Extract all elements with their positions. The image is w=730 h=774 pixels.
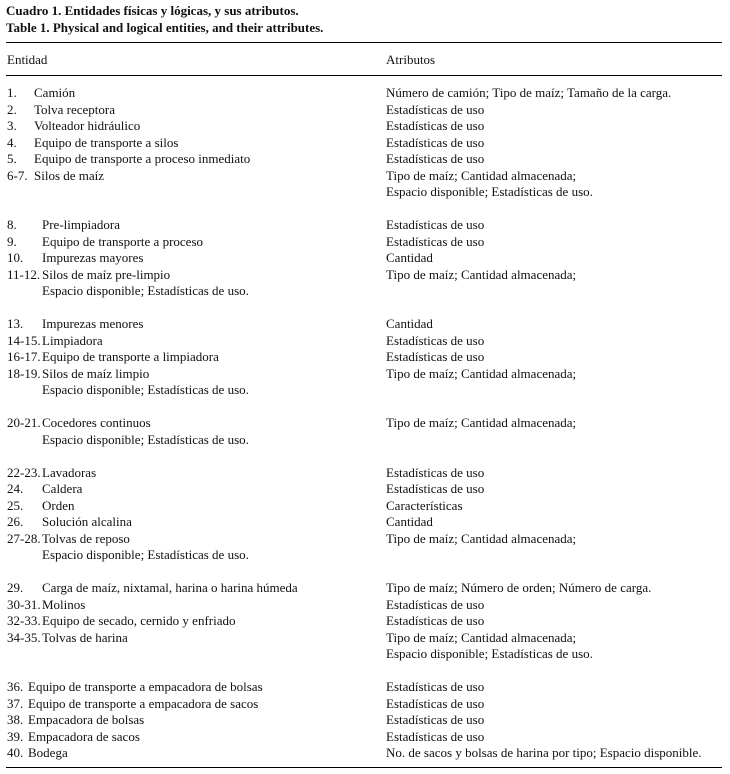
entity-name: Bodega (28, 745, 68, 760)
entity-name: Lavadoras (42, 464, 97, 480)
entity-attributes: Estadísticas de uso (386, 217, 485, 232)
table-row (0, 547, 730, 564)
entity-attributes: Estadísticas de uso (386, 679, 485, 694)
row-number: 3. (7, 118, 17, 133)
table-row (0, 349, 730, 366)
group-spacer (0, 448, 730, 465)
entity-name: Limpiadora (42, 332, 103, 348)
entity-name: Tolva receptora (34, 101, 116, 117)
entity-attributes: Espacio disponible; Estadísticas de uso. (386, 184, 593, 199)
table-row (0, 597, 730, 614)
table-row (0, 696, 730, 713)
row-number: 4. (7, 134, 17, 150)
row-number: 22-23. (7, 464, 41, 480)
table-row (0, 613, 730, 630)
entity-name: Impurezas menores (42, 316, 144, 331)
table-row (0, 465, 730, 482)
table-row (0, 118, 730, 135)
row-number: 40. (7, 745, 24, 760)
table-row (0, 580, 730, 597)
entity-attributes: Estadísticas de uso (386, 134, 485, 150)
entity-attributes: Tipo de maíz; Cantidad almacenada; (386, 415, 577, 430)
entity-attributes: Tipo de maíz; Cantidad almacenada; (386, 167, 577, 183)
entity-attributes: Estadísticas de uso (386, 596, 485, 612)
table-row (0, 366, 730, 383)
row-number: 18-19. (7, 365, 41, 381)
entity-name: Espacio disponible; Estadísticas de uso. (42, 431, 249, 447)
row-number: 8. (7, 217, 17, 232)
group-spacer (0, 300, 730, 317)
table-row (0, 646, 730, 663)
table-row (0, 382, 730, 399)
row-number: 26. (7, 514, 24, 529)
table-row (0, 135, 730, 152)
entity-name: Caldera (42, 481, 83, 496)
entity-name: Empacadora de sacos (28, 728, 140, 744)
entity-name: Equipo de transporte a proceso inmediato (34, 151, 251, 166)
table-row (0, 217, 730, 234)
bottom-rule (6, 767, 722, 768)
row-number: 37. (7, 695, 24, 711)
header-rule (6, 75, 722, 76)
row-number: 25. (7, 497, 24, 513)
group-spacer (0, 564, 730, 581)
caption-spanish: Cuadro 1. Entidades físicas y lógicas, y sus atributos. (6, 3, 299, 18)
entity-attributes: Estadísticas de uso (386, 151, 485, 166)
entity-name: Equipo de transporte a silos (34, 134, 179, 150)
caption-english: Table 1. Physical and logical entities, and their attributes. (6, 20, 324, 35)
entity-name: Espacio disponible; Estadísticas de uso. (42, 382, 249, 397)
entity-name: Camión (34, 85, 76, 100)
entity-name: Pre-limpiadora (42, 217, 120, 232)
row-number: 10. (7, 250, 24, 265)
row-number: 32-33. (7, 613, 41, 628)
entity-attributes: Estadísticas de uso (386, 481, 485, 496)
table-row (0, 679, 730, 696)
entity-attributes: Estadísticas de uso (386, 118, 485, 133)
table-row (0, 712, 730, 729)
row-number: 16-17. (7, 349, 41, 364)
entity-name: Volteador hidráulico (34, 118, 141, 133)
table-row (0, 234, 730, 251)
entity-attributes: Tipo de maíz; Cantidad almacenada; (386, 365, 577, 381)
header-attributes: Atributos (386, 52, 436, 67)
entity-attributes: Estadísticas de uso (386, 101, 485, 117)
row-number: 1. (7, 85, 17, 100)
entity-name: Carga de maíz, nixtamal, harina o harina húmeda (42, 580, 298, 595)
group-spacer (0, 201, 730, 218)
entity-name: Tolvas de harina (42, 629, 128, 645)
row-number: 29. (7, 580, 24, 595)
entity-attributes: Espacio disponible; Estadísticas de uso. (386, 646, 593, 661)
row-number: 11-12. (7, 266, 41, 282)
entity-name: Equipo de transporte a limpiadora (42, 349, 219, 364)
table-row (0, 184, 730, 201)
row-number: 20-21. (7, 415, 41, 430)
entity-name: Equipo de secado, cernido y enfriado (42, 613, 236, 628)
entity-attributes: Estadísticas de uso (386, 349, 485, 364)
entity-attributes: Tipo de maíz; Número de orden; Número de carga. (386, 580, 652, 595)
entity-name: Silos de maíz (34, 167, 105, 183)
entity-attributes: Número de camión; Tipo de maíz; Tamaño de la carga. (386, 85, 672, 100)
table-row (0, 267, 730, 284)
entity-name: Impurezas mayores (42, 250, 144, 265)
entity-attributes: No. de sacos y bolsas de harina por tipo; Espacio disponible. (386, 745, 702, 760)
table-row (0, 283, 730, 300)
row-number: 27-28. (7, 530, 41, 546)
top-rule (6, 42, 722, 43)
row-number: 14-15. (7, 332, 41, 348)
entity-name: Solución alcalina (42, 514, 132, 529)
table-row (0, 432, 730, 449)
entity-name: Espacio disponible; Estadísticas de uso. (42, 547, 249, 562)
row-number: 38. (7, 712, 24, 727)
row-number: 6-7. (7, 167, 28, 183)
entity-attributes: Estadísticas de uso (386, 728, 485, 744)
header-entity: Entidad (7, 52, 48, 67)
entity-attributes: Estadísticas de uso (386, 695, 485, 711)
entity-attributes: Cantidad (386, 514, 433, 529)
entity-attributes: Estadísticas de uso (386, 332, 485, 348)
table-row (0, 498, 730, 515)
entity-name: Orden (42, 497, 75, 513)
row-number: 30-31. (7, 596, 41, 612)
table-row (0, 531, 730, 548)
entity-attributes: Cantidad (386, 250, 433, 265)
row-number: 24. (7, 481, 24, 496)
table-row (0, 415, 730, 432)
table-row (0, 481, 730, 498)
table-row (0, 729, 730, 746)
entity-name: Molinos (42, 596, 86, 612)
entity-name: Silos de maíz pre-limpio (42, 266, 171, 282)
entity-attributes: Tipo de maíz; Cantidad almacenada; (386, 530, 577, 546)
entity-name: Equipo de transporte a empacadora de bolsas (28, 679, 263, 694)
table-row (0, 168, 730, 185)
row-number: 9. (7, 233, 17, 249)
row-number: 5. (7, 151, 17, 166)
group-spacer (0, 663, 730, 680)
group-spacer (0, 399, 730, 416)
table-row (0, 151, 730, 168)
table-row (0, 333, 730, 350)
table-row (0, 745, 730, 762)
entity-name: Cocedores continuos (42, 415, 151, 430)
entity-name: Tolvas de reposo (42, 530, 130, 546)
entity-name: Espacio disponible; Estadísticas de uso. (42, 283, 249, 298)
row-number: 34-35. (7, 629, 41, 645)
table-row (0, 250, 730, 267)
entity-attributes: Tipo de maíz; Cantidad almacenada; (386, 629, 577, 645)
entity-attributes: Estadísticas de uso (386, 712, 485, 727)
entity-attributes: Estadísticas de uso (386, 613, 485, 628)
entity-name: Silos de maíz limpio (42, 365, 150, 381)
table-body (0, 85, 730, 762)
entity-attributes: Tipo de maíz; Cantidad almacenada; (386, 266, 577, 282)
entity-name: Empacadora de bolsas (28, 712, 145, 727)
row-number: 13. (7, 316, 24, 331)
table-row (0, 85, 730, 102)
entity-attributes: Características (386, 497, 463, 513)
table-row (0, 514, 730, 531)
entity-attributes: Estadísticas de uso (386, 233, 485, 249)
entity-name: Equipo de transporte a proceso (42, 233, 204, 249)
entity-attributes: Cantidad (386, 316, 433, 331)
row-number: 2. (7, 101, 17, 117)
table-row (0, 102, 730, 119)
entity-name: Equipo de transporte a empacadora de sacos (28, 695, 259, 711)
row-number: 39. (7, 728, 24, 744)
table-row (0, 316, 730, 333)
row-number: 36. (7, 679, 24, 694)
table-row (0, 630, 730, 647)
entity-attributes: Estadísticas de uso (386, 464, 485, 480)
